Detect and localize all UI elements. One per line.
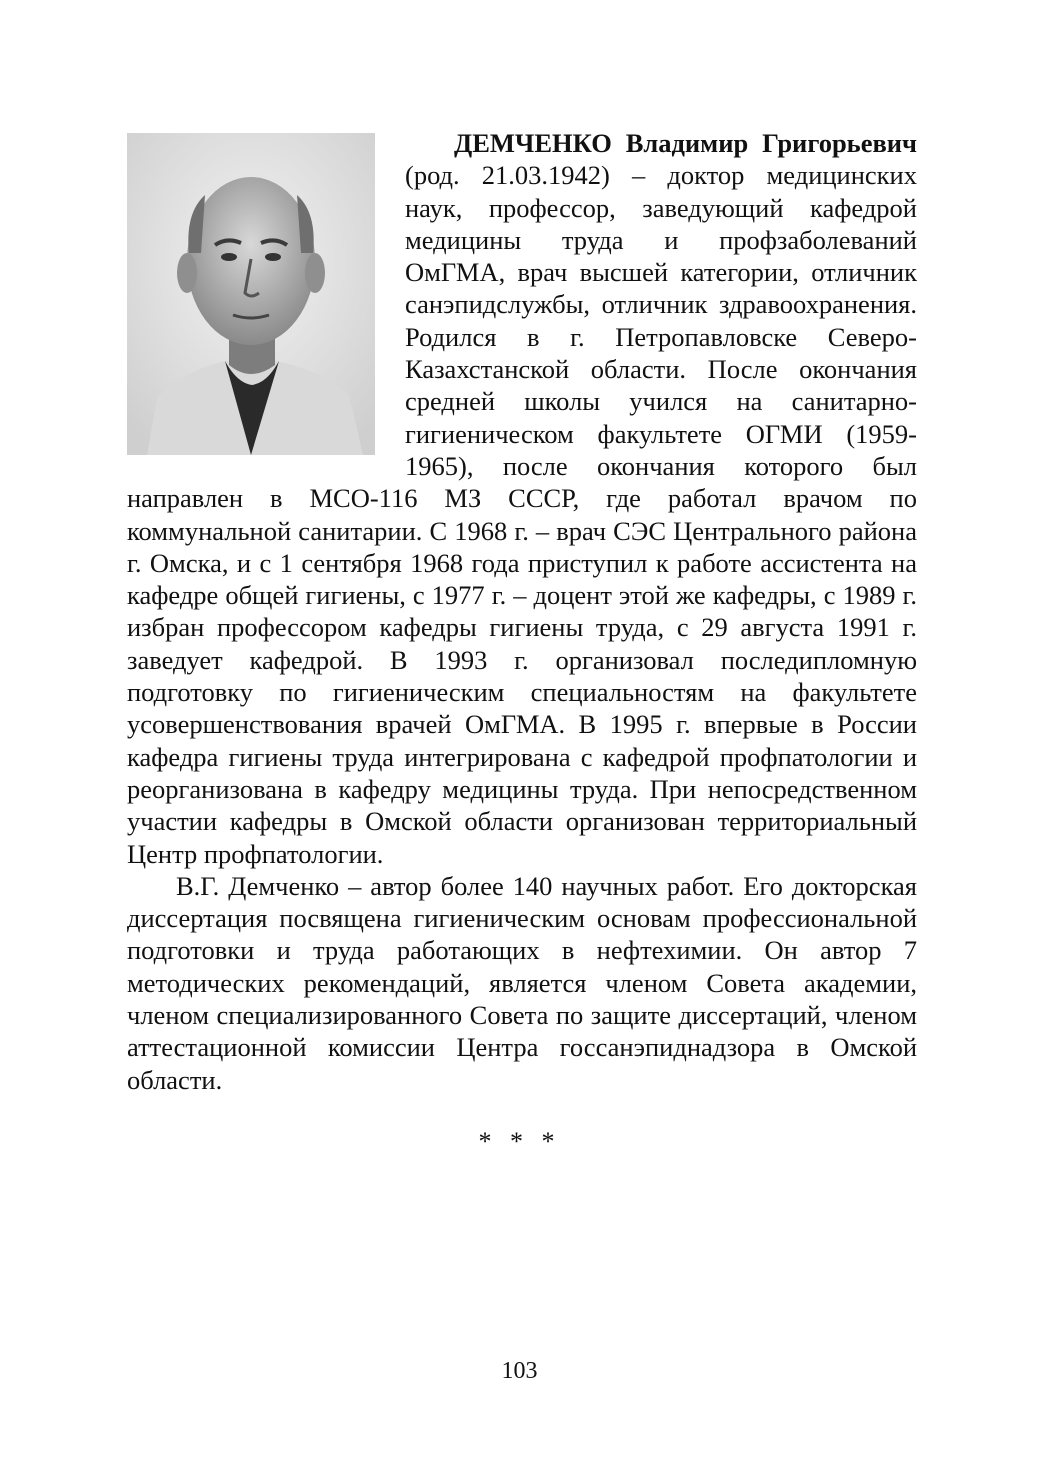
section-separator: * * * <box>478 1127 561 1156</box>
biography-paragraph-2: В.Г. Демченко – автор более 140 научных работ. Его докторская диссертация посвящена гигиеническим основам профессиональной подготовки и труда работающих в нефтехимии. Он автор 7 методических рекомендаций, является членом Совета академии, членом специализированного Совета по защите диссертаций, членом аттестационной комиссии Центра госсанэпиднадзора в Омской области. <box>127 870 917 1095</box>
biography-article <box>127 127 917 1096</box>
paragraph-1-text: (род. 21.03.1942) – доктор медицинских наук, профессор, заведующий кафедрой медицины труда и профзаболеваний ОмГМА, врач высшей категории, отличник санэпидслужбы, отличник здравоохранения. Родился в г. Петропавловске Северо-Казахстанской области. После окончания средней школы учился на санитарно-гигиеническом факультете ОГМИ (1959-1965), после окончания которого был направлен в МСО-116 МЗ СССР, где работал врачом по коммунальной санитарии. С 1968 г. – врач СЭС Центрального района г. Омска, и с 1 сентября 1968 года приступил к работе ассистента на кафедре общей гигиены, с 1977 г. – доцент этой же кафедры, с 1989 г. избран профессором кафедры гигиены труда, с 29 августа 1991 г. заведует кафедрой. В 1993 г. организовал последипломную подготовку по гигиеническим специальностям на факультете усовершенствования врачей ОмГМА. В 1995 г. впервые в России кафедра гигиены труда интегрирована с кафедрой профпатологии и реорганизована в кафедру медицины труда. При непосредственном участии кафедры в Омской области организован территориальный Центр профпатологии. <box>127 160 917 869</box>
page-number: 103 <box>501 1358 538 1384</box>
person-name: ДЕМЧЕНКО Владимир Григорьевич <box>454 128 917 158</box>
portrait-photo <box>127 133 375 455</box>
